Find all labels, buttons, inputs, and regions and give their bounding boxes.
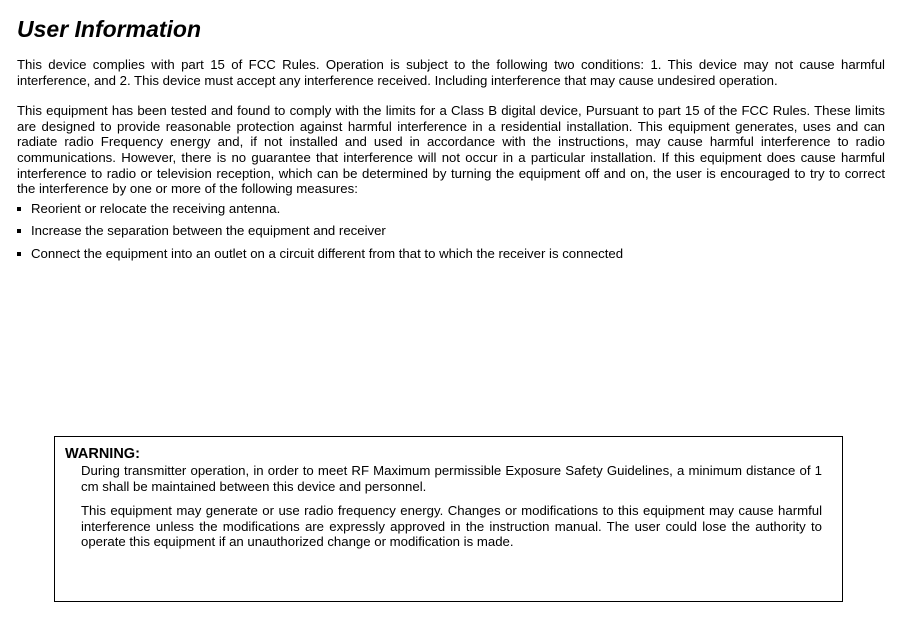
- list-item: [17, 246, 885, 262]
- list-item-text: Increase the separation between the equipment and receiver: [31, 223, 386, 239]
- warning-rf-exposure-text: During transmitter operation, in order to meet RF Maximum permissible Exposure Safety Guidelines, a minimum distance of 1 cm shall be maintained between this device and personnel.: [81, 463, 822, 494]
- document-page: [17, 14, 885, 269]
- fcc-compliance-paragraph: This device complies with part 15 of FCC Rules. Operation is subject to the following two conditions: 1. This device may not cause harmful interference, and 2. This device must accept any interference received. Including interference that may cause undesired operation.: [17, 57, 885, 88]
- list-item: [17, 223, 885, 239]
- list-item: [17, 201, 885, 217]
- bullet-icon: [17, 252, 21, 256]
- warning-title: WARNING:: [65, 446, 140, 462]
- bullet-icon: [17, 207, 21, 211]
- measures-list: [17, 201, 885, 262]
- warning-modification-text: This equipment may generate or use radio frequency energy. Changes or modifications to this equipment may cause harmful interference unless the modifications are expressly approved in the instruction manual. The user could lose the authority to operate this equipment if an unauthorized change or modification is made.: [81, 503, 822, 550]
- page-title: User Information: [17, 16, 202, 42]
- class-b-paragraph: This equipment has been tested and found to comply with the limits for a Class B digital device, Pursuant to part 15 of the FCC Rules. These limits are designed to provide reasonable protection against harmful interference in a residential installation. This equipment generates, uses and can radiate radio Frequency energy and, if not installed and used in accordance with the instructions, may cause harmful interference to radio communications. However, there is no guarantee that interference will not occur in a particular installation. If this equipment does cause harmful interference to radio or television reception, which can be determined by turning the equipment off and on, the user is encouraged to try to correct the interference by one or more of the following measures:: [17, 103, 885, 197]
- list-item-text: Connect the equipment into an outlet on a circuit different from that to which the receiver is connected: [31, 245, 624, 261]
- list-item-text: Reorient or relocate the receiving antenna.: [31, 200, 281, 216]
- warning-box: [54, 436, 843, 602]
- bullet-icon: [17, 229, 21, 233]
